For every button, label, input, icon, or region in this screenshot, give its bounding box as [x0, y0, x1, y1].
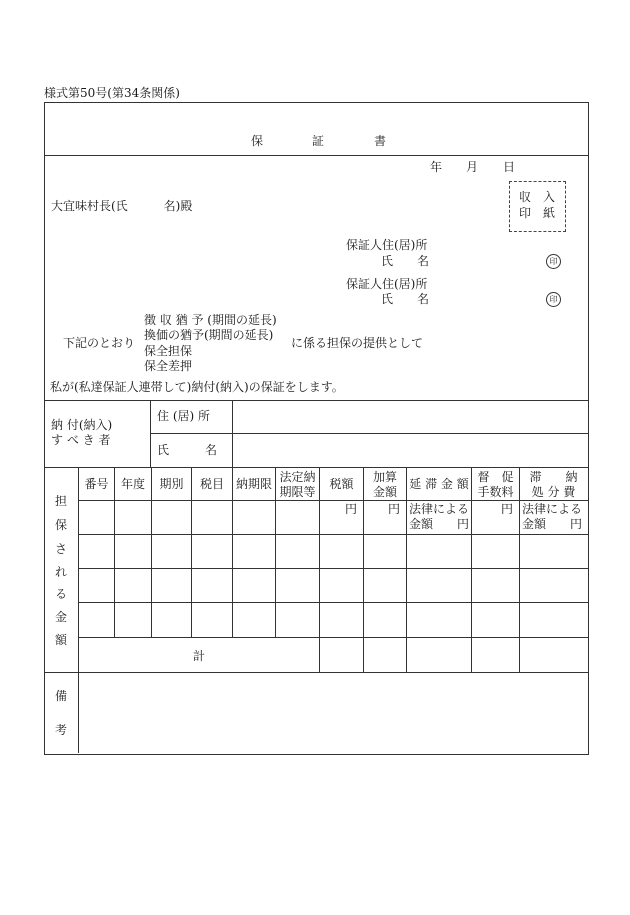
table-col-line [151, 467, 152, 637]
unit-tax-amount: 円 [344, 502, 357, 516]
payer-address-label: 住 (居) 所 [157, 409, 210, 423]
remarks-label-char-2: 考 [54, 723, 67, 737]
statement-option-2: 換価の猶予(期間の延長) [144, 328, 274, 342]
side-label-char-3: さ [54, 542, 67, 556]
guarantor-1-name-label: 氏 名 [381, 254, 430, 268]
revenue-stamp-label-2: 印 紙 [518, 206, 555, 220]
title-char-3: 書 [374, 134, 387, 148]
side-label-char-7: 額 [54, 633, 67, 647]
table-row-line [78, 602, 588, 603]
form-number: 様式第50号(第34条関係) [44, 86, 180, 100]
title-char-1: 保 [251, 134, 264, 148]
unit-disposal-1: 法律による [522, 502, 583, 516]
header-tax-amount: 税額 [329, 477, 354, 491]
side-label-char-2: 保 [54, 518, 67, 532]
table-row-line [78, 534, 588, 535]
guarantee-text: 私が(私達保証人連帯して)納付(納入)の保証をします。 [50, 380, 344, 394]
side-label-char-4: れ [54, 565, 67, 579]
unit-delinquency-1: 法律による [409, 502, 470, 516]
header-surcharge-2: 金額 [372, 485, 397, 499]
guarantor-1-seal-mark: 印 [546, 254, 561, 269]
statement-option-3: 保全担保 [144, 344, 193, 358]
date-month: 月 [466, 160, 479, 174]
payer-label-1: 納 付(納入) [51, 418, 113, 432]
header-surcharge-1: 加算 [372, 470, 397, 484]
header-legal-due-1: 法定納 [279, 470, 316, 484]
statement-option-1: 徴 収 猶 予 (期間の延長) [144, 313, 277, 327]
unit-delinquency-2: 金額 円 [409, 517, 470, 531]
header-legal-due-2: 期限等 [279, 485, 316, 499]
statement-option-4: 保全差押 [144, 359, 193, 373]
table-row-line [78, 637, 588, 638]
addressee: 大宜味村長(氏 名)殿 [51, 199, 193, 213]
header-year: 年度 [120, 477, 145, 491]
header-disposal-1: 滞 納 [529, 470, 578, 484]
header-due-date: 納期限 [235, 477, 272, 491]
guarantor-2-seal-mark: 印 [546, 292, 561, 307]
unit-fee: 円 [500, 502, 513, 516]
table-row-line [78, 568, 588, 569]
header-disposal-2: 処 分 費 [531, 485, 576, 499]
payer-address-field[interactable] [233, 401, 587, 433]
header-fee-2: 手数料 [477, 485, 514, 499]
table-col-line [114, 467, 115, 637]
amount-table-top-line [44, 467, 588, 468]
table-header-line [78, 500, 588, 501]
header-number: 番号 [84, 477, 109, 491]
unit-disposal-2: 金額 円 [522, 517, 583, 531]
total-label: 計 [193, 649, 206, 663]
remarks-field[interactable] [79, 673, 587, 753]
payer-name-field[interactable] [233, 434, 587, 467]
side-label-char-6: 金 [54, 610, 67, 624]
unit-surcharge: 円 [387, 502, 400, 516]
side-label-char-1: 担 [54, 494, 67, 508]
statement-suffix: に係る担保の提供として [291, 336, 424, 350]
header-period: 期別 [159, 477, 184, 491]
table-col-line [232, 467, 233, 637]
remarks-label-char-1: 備 [54, 689, 67, 703]
header-fee-1: 督 促 [477, 470, 514, 484]
date-day: 日 [503, 160, 516, 174]
guarantor-1-address-label: 保証人住(居)所 [346, 238, 428, 252]
header-tax-item: 税目 [199, 477, 224, 491]
payer-label-2: す べ き 者 [51, 433, 111, 447]
title-divider [44, 155, 588, 156]
guarantor-2-address-label: 保証人住(居)所 [346, 277, 428, 291]
payer-name-label: 氏 名 [157, 443, 218, 457]
side-label-char-5: る [54, 587, 67, 601]
date-year: 年 [430, 160, 443, 174]
revenue-stamp-label-1: 収 入 [518, 190, 555, 204]
title-char-2: 証 [312, 134, 325, 148]
header-delinquency: 延 滞 金 額 [409, 477, 469, 491]
guarantor-2-name-label: 氏 名 [381, 292, 430, 306]
table-col-line [191, 467, 192, 637]
statement-prefix: 下記のとおり [63, 336, 136, 350]
